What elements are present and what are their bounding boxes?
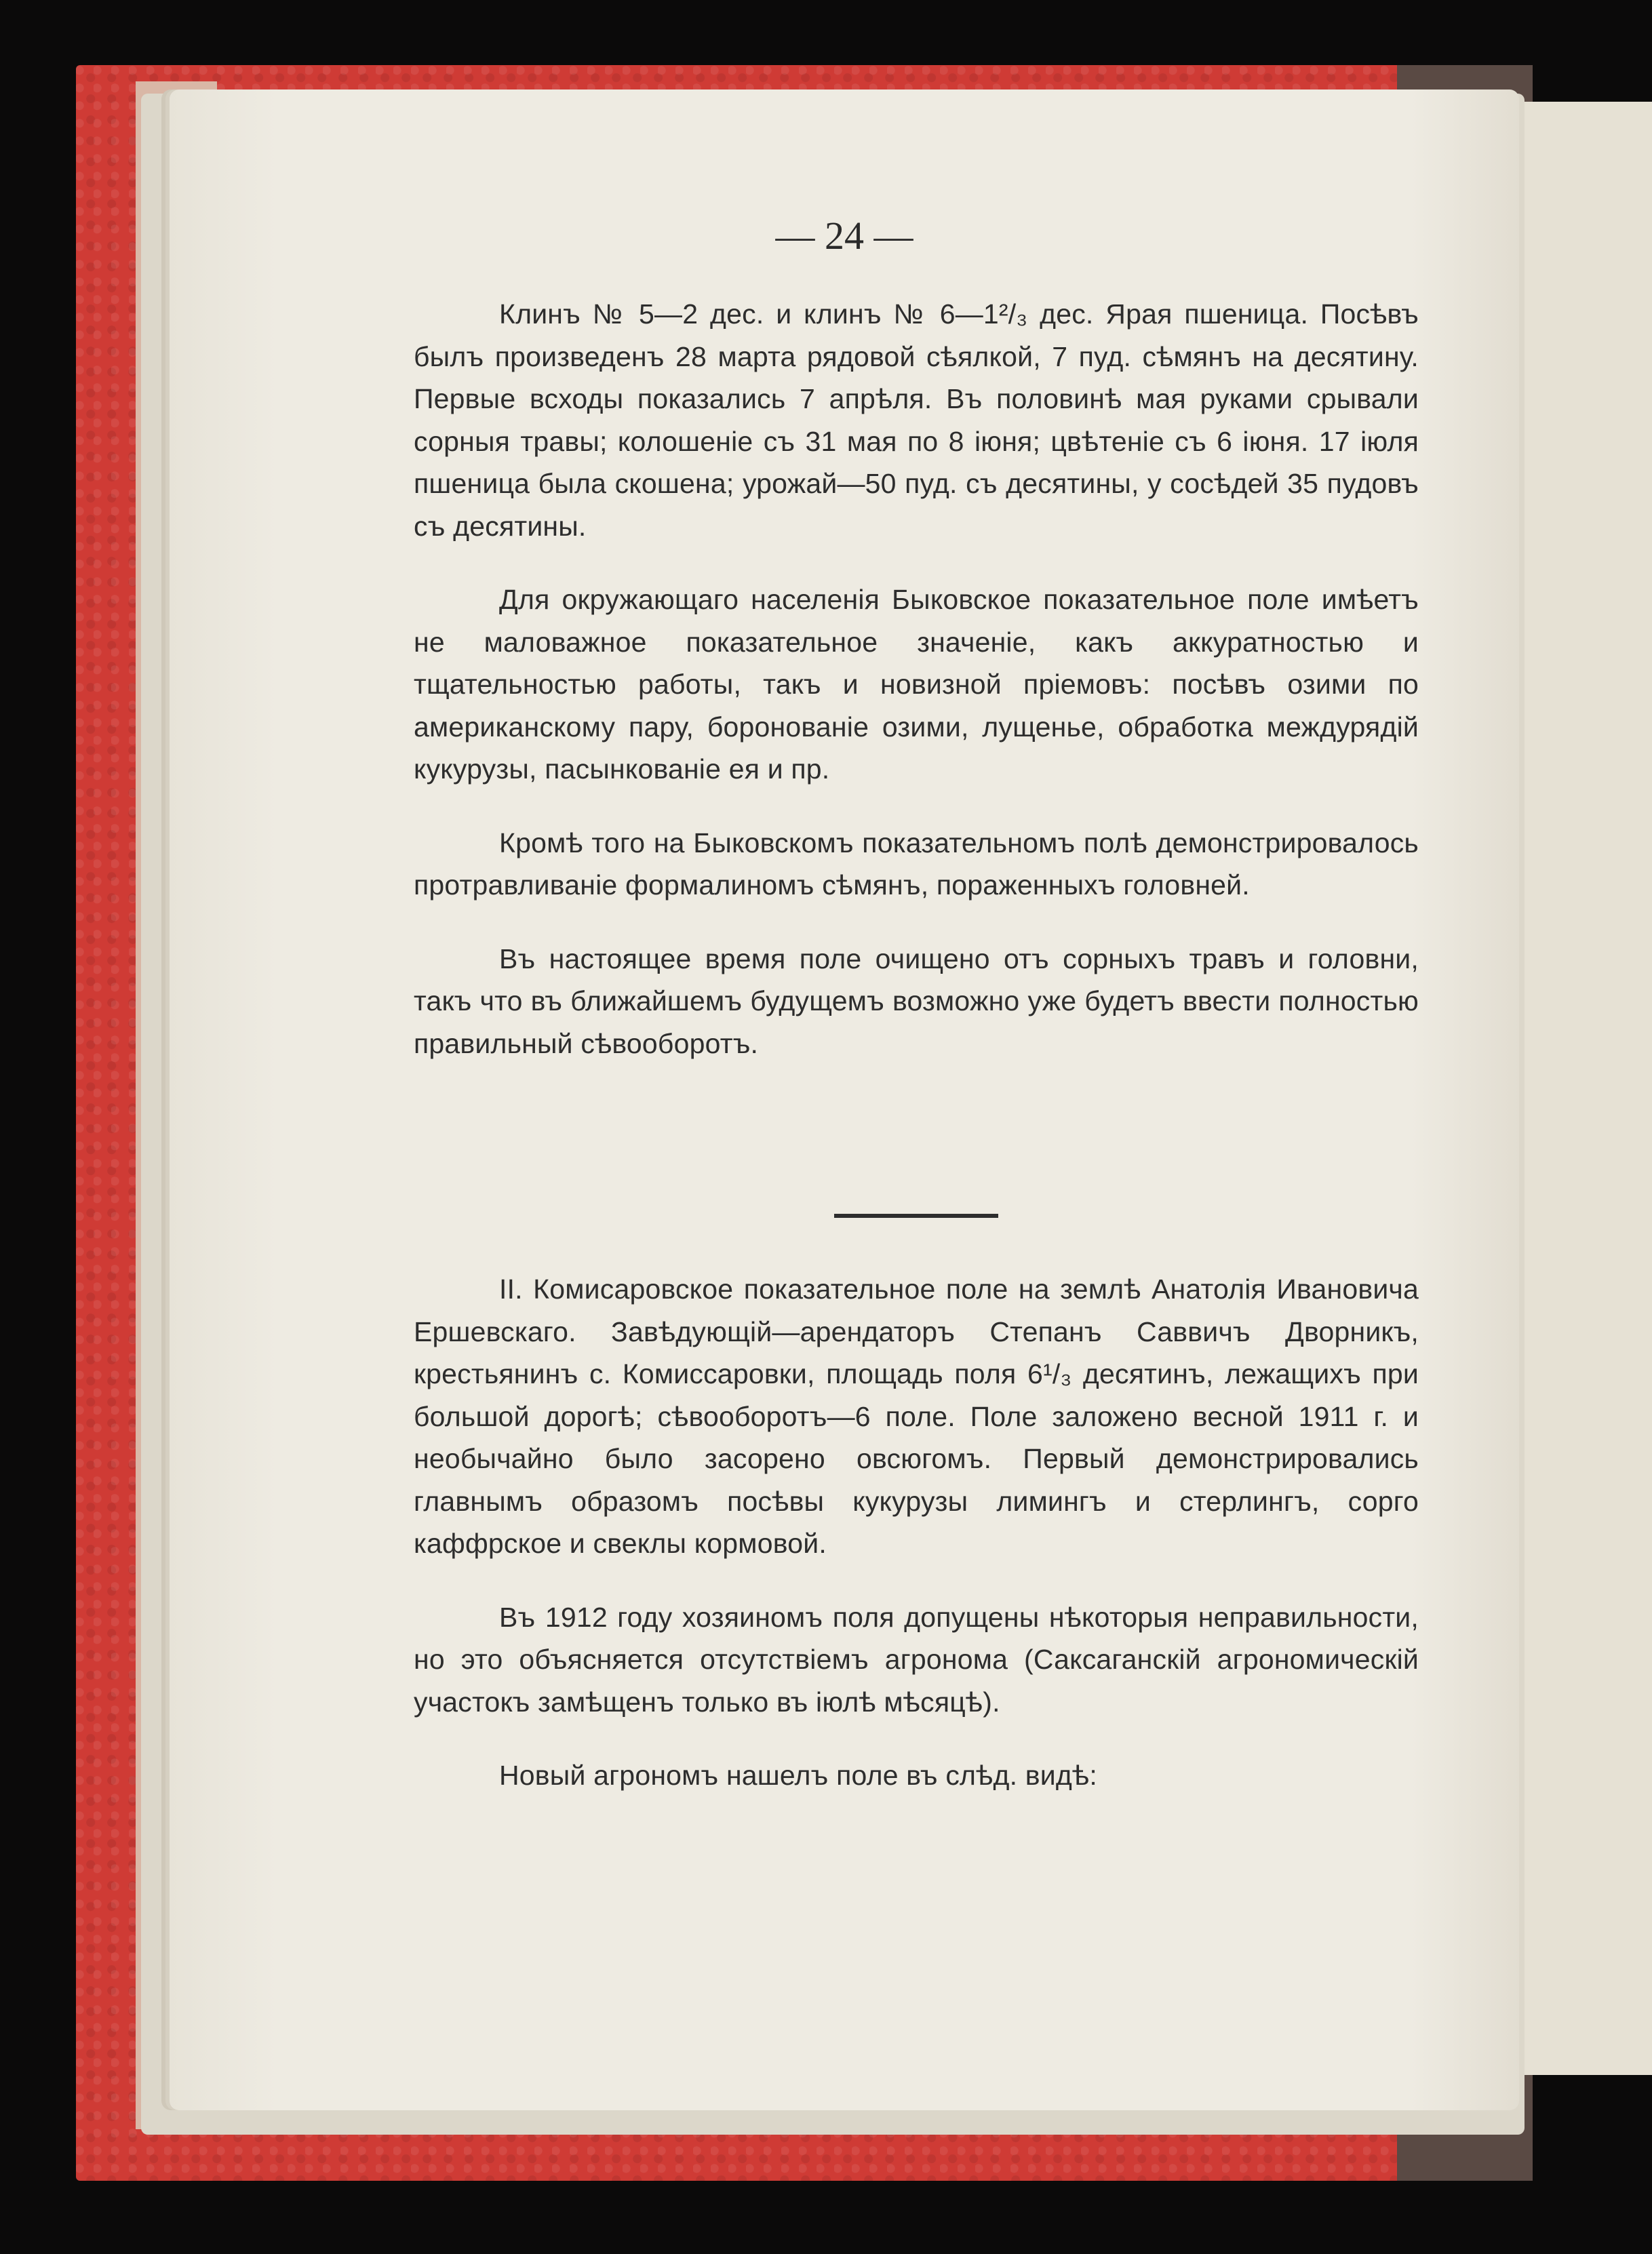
facing-page [1512,102,1652,2075]
paragraph-7: Новый агрономъ нашелъ поле въ слѣд. видѣ: [499,1760,1097,1791]
paragraph-3: Кромѣ того на Быковскомъ показательномъ полѣ демонстрировалось протравливаніе формалиномъ сѣмянъ, пораженныхъ головней. [414,827,1419,901]
paragraph-1: Клинъ № 5—2 дес. и клинъ № 6—1²/₃ дес. Ярая пшеница. Посѣвъ былъ произведенъ 28 марта рядовой сѣялкой, 7 пуд. сѣмянъ на десятину. Первые всходы показались 7 апрѣля. Въ половинѣ мая руками срывали сорныя травы; колошеніе съ 31 мая по 8 іюня; цвѣтеніе съ 6 іюня. 17 іюля пшеница была скошена; урожай—50 пуд. съ десятины, у сосѣдей 35 пудовъ съ десятины. [414,298,1419,542]
paragraph-2: Для окружающаго населенія Быковское показательное поле имѣетъ не маловажное показательное значеніе, какъ аккуратностью и тщательностью работы, такъ и новизной пріемовъ: посѣвъ озими по американскому пару, боронованіе озими, лущенье, обработка междурядій кукурузы, пасынкованіе ея и пр. [414,584,1419,785]
page-number: — 24 — [775,214,913,258]
text-block-upper [414,293,1419,1065]
paragraph-6: Въ 1912 году хозяиномъ поля допущены нѣкоторыя неправильности, но это объясняется отсутствіемъ агронома (Саксаганскій агрономическій участокъ замѣщенъ только въ іюлѣ мѣсяцѣ). [414,1601,1419,1718]
paragraph-5: II. Комисаровское показательное поле на землѣ Анатолія Ивановича Ершевскаго. Завѣдующій—арендаторъ Степанъ Саввичъ Дворникъ, крестьянинъ с. Комиссаровки, площадь поля 6¹/₃ десятинъ, лежащихъ при большой дорогѣ; сѣвооборотъ—6 поле. Поле заложено весной 1911 г. и необычайно было засорено овсюгомъ. Первый демонстрировались главнымъ образомъ посѣвы кукурузы лимингъ и стерлингъ, сорго каффрское и свеклы кормовой. [414,1273,1419,1559]
text-block-lower [414,1268,1419,1797]
section-divider [834,1214,998,1218]
paragraph-4: Въ настоящее время поле очищено отъ сорныхъ травъ и головни, такъ что въ ближайшемъ будущемъ возможно уже будетъ ввести полностью правильный сѣвооборотъ. [414,943,1419,1059]
